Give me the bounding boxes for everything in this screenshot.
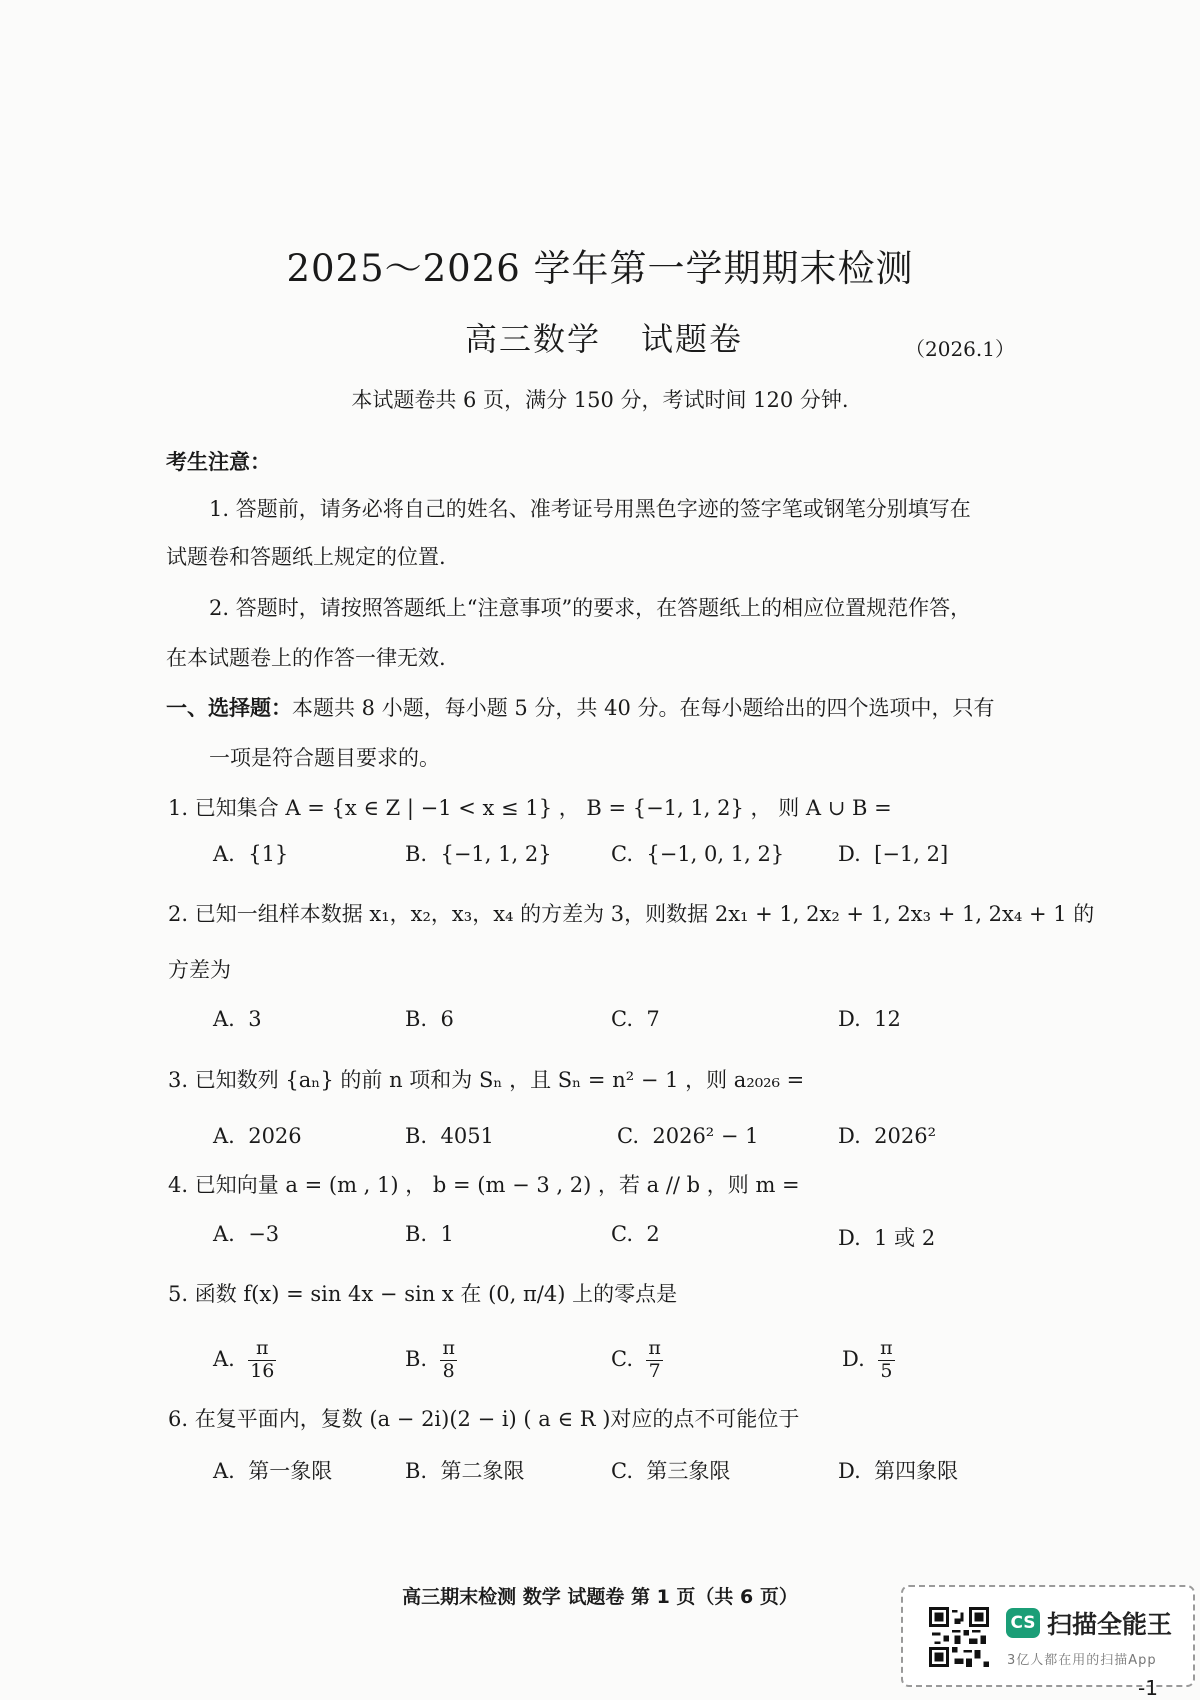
q4-option-b: B. 1: [405, 1222, 454, 1246]
q1-option-a: A. {1}: [213, 842, 289, 866]
section-1-line-2: 一项是符合题目要求的。: [209, 746, 440, 770]
question-2-continued: 方差为: [168, 958, 231, 982]
exam-title: 2025～2026 学年第一学期期末检测: [286, 247, 914, 290]
qr-code-icon: [929, 1607, 989, 1667]
question-number: 5.: [168, 1282, 189, 1306]
exam-intro: 本试题卷共 6 页，满分 150 分，考试时间 120 分钟.: [351, 388, 849, 412]
question-4: [168, 1169, 800, 1199]
q5-option-b: B. $\frac{\pi}{8}$: [405, 1337, 455, 1382]
q6-option-c: C. 第三象限: [611, 1459, 731, 1483]
subject-name: 高三数学: [465, 320, 602, 358]
q3-option-b: B. 4051: [405, 1124, 494, 1148]
question-5: [168, 1278, 677, 1308]
q2-option-d: D. 12: [838, 1007, 901, 1031]
q6-option-b: B. 第二象限: [405, 1459, 525, 1483]
question-stem: 在复平面内，复数 (a − 2i)(2 − i) ( a ∈ R )对应的点不可能位于: [194, 1407, 800, 1431]
exam-date: （2026.1）: [905, 337, 1015, 361]
section-1-text: 本题共 8 小题，每小题 5 分，共 40 分。在每小题给出的四个选项中，只有: [292, 696, 995, 720]
question-stem: 函数 f(x) = sin 4x − sin x 在 (0, π/4) 上的零点是: [194, 1282, 678, 1306]
q6-option-a: A. 第一象限: [213, 1459, 333, 1483]
q2-option-a: A. 3: [213, 1007, 262, 1031]
q5-option-c: C. $\frac{\pi}{7}$: [611, 1337, 661, 1382]
q4-option-a: A. −3: [213, 1222, 280, 1246]
exam-subtitle: [465, 314, 743, 360]
question-number: 1.: [168, 796, 189, 820]
section-1-heading: 一、选择题：: [166, 696, 292, 720]
q2-option-b: B. 6: [405, 1007, 454, 1031]
q3-option-d: D. 2026²: [838, 1124, 936, 1148]
question-2: [168, 898, 1094, 928]
fraction: $\frac{\pi}{5}$: [880, 1337, 893, 1382]
q4-option-c: C. 2: [611, 1222, 660, 1246]
q5-option-a: A. $\frac{\pi}{16}$: [213, 1337, 275, 1382]
q1-option-d: D. [−1, 2]: [838, 842, 949, 866]
q4-option-d: D. 1 或 2: [838, 1226, 936, 1250]
q3-option-c: C. 2026² − 1: [617, 1124, 759, 1148]
note-1-line-1: 1. 答题前，请务必将自己的姓名、准考证号用黑色字迹的签字笔或钢笔分别填写在: [209, 497, 971, 521]
notes-heading: 考生注意：: [166, 450, 271, 474]
fraction: $\frac{\pi}{7}$: [648, 1337, 661, 1382]
section-1-line-1: [166, 692, 995, 722]
note-2-line-1: 2. 答题时，请按照答题纸上“注意事项”的要求，在答题纸上的相应位置规范作答，: [209, 596, 972, 620]
page-footer: 高三期末检测 数学 试题卷 第 1 页（共 6 页）: [402, 1586, 798, 1608]
question-number: 6.: [168, 1407, 189, 1431]
q1-option-b: B. {−1, 1, 2}: [405, 842, 552, 866]
question-1: [168, 792, 892, 822]
corner-mark: -1: [1138, 1676, 1158, 1700]
q2-option-c: C. 7: [611, 1007, 660, 1031]
question-stem: 已知数列 {aₙ} 的前 n 项和为 Sₙ ，且 Sₙ = n² − 1 ，则 a₂₀₂₆ =: [194, 1068, 805, 1092]
question-stem: 已知集合 A = {x ∈ Z | −1 < x ≤ 1} ， B = {−1, 1, 2} ， 则 A ∪ B =: [194, 796, 892, 820]
q3-option-a: A. 2026: [213, 1124, 302, 1148]
fraction: $\frac{\pi}{16}$: [250, 1337, 275, 1382]
q6-option-d: D. 第四象限: [838, 1459, 959, 1483]
note-2-line-2: 在本试题卷上的作答一律无效.: [166, 646, 446, 670]
camscanner-tagline: 3亿人都在用的扫描App: [1007, 1653, 1157, 1668]
question-6: [168, 1403, 799, 1433]
scanner-watermark: [901, 1585, 1195, 1687]
question-number: 4.: [168, 1173, 189, 1197]
question-number: 2.: [168, 902, 189, 926]
question-stem: 已知一组样本数据 x₁，x₂，x₃，x₄ 的方差为 3，则数据 2x₁ + 1, 2x₂ + 1, 2x₃ + 1, 2x₄ + 1 的: [194, 902, 1095, 926]
camscanner-name: 扫描全能王: [1047, 1610, 1173, 1639]
question-3: [168, 1064, 804, 1094]
question-stem: 已知向量 a = (m , 1) ， b = (m − 3 , 2) ，若 a // b ，则 m =: [194, 1173, 800, 1197]
question-number: 3.: [168, 1068, 189, 1092]
q5-option-d: D. $\frac{\pi}{5}$: [842, 1337, 893, 1382]
q1-option-c: C. {−1, 0, 1, 2}: [611, 842, 785, 866]
paper-type: 试题卷: [641, 320, 744, 358]
note-1-line-2: 试题卷和答题纸上规定的位置.: [166, 545, 446, 569]
camscanner-logo: CS: [1006, 1608, 1040, 1638]
fraction: $\frac{\pi}{8}$: [442, 1337, 455, 1382]
